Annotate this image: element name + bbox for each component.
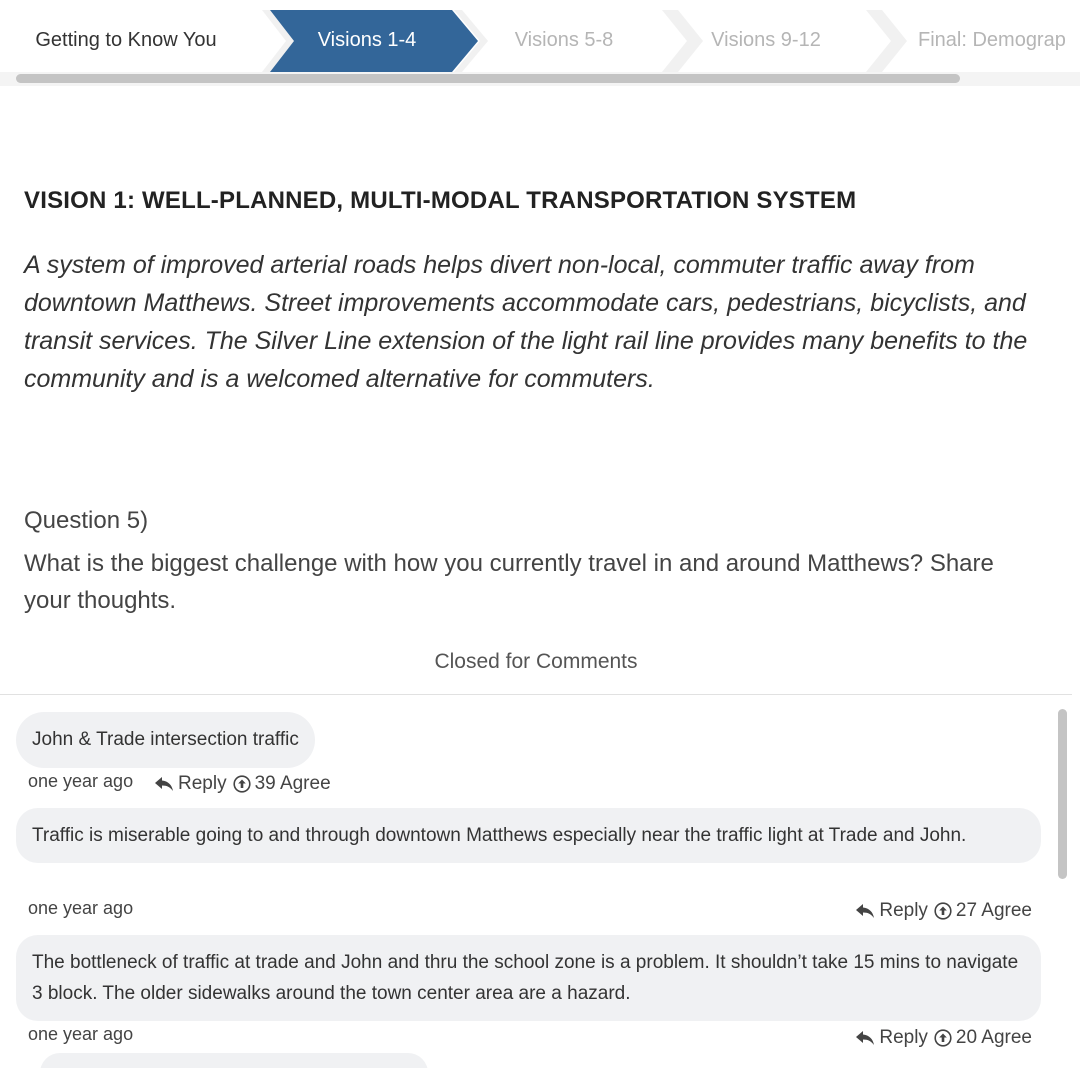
reply-button[interactable]: Reply (855, 1027, 928, 1049)
vertical-scrollbar-thumb[interactable] (1058, 709, 1067, 879)
question-number: Question 5) (24, 507, 149, 534)
comment-timestamp: one year ago (28, 898, 134, 918)
step-separator (866, 10, 907, 72)
agree-button[interactable]: 20 Agree (934, 1027, 1032, 1049)
reply-icon (855, 1030, 875, 1046)
comment-text: The bottleneck of traffic at trade and John and thru the school zone is a problem. It shouldn’t take 15 mins to navigate 3 block. The older sidewalks around the town center area are a hazard. (32, 952, 1019, 1004)
step-visions-1-4[interactable]: Visions 1-4 (317, 29, 417, 51)
question-text: What is the biggest challenge with how you currently travel in and around Matthews? Share your thoughts. (24, 550, 994, 614)
step-final-demographics[interactable]: Final: Demograp (918, 29, 1066, 51)
step-visions-9-12[interactable]: Visions 9-12 (711, 29, 821, 51)
comment-bubble (16, 808, 1041, 863)
comment-actions (855, 1027, 1032, 1049)
horizontal-scrollbar-thumb[interactable] (16, 74, 960, 83)
step-visions-5-8[interactable]: Visions 5-8 (514, 29, 614, 51)
comment-timestamp: one year ago (28, 771, 134, 791)
comment-text: Traffic is miserable going to and through downtown Matthews especially near the traffic light at Trade and John. (32, 825, 967, 846)
vision-title: VISION 1: WELL-PLANNED, MULTI-MODAL TRANSPORTATION SYSTEM (24, 187, 857, 214)
step-getting-to-know-you[interactable]: Getting to Know You (35, 29, 217, 51)
vision-description: A system of improved arterial roads helps divert non-local, commuter traffic away from downtown Matthews. Street improvements accommodate cars, pedestrians, bicyclists, and transit services. The Silver Line extension of the light rail line provides many benefits to the community and is a welcomed alternative for commuters. (24, 251, 1028, 393)
reply-icon (154, 776, 174, 792)
agree-button[interactable]: 39 Agree (233, 773, 331, 795)
comment-actions (855, 900, 1032, 922)
comment-text: John & Trade intersection traffic (32, 729, 299, 750)
closed-for-comments-status: Closed for Comments (434, 650, 638, 673)
comment-actions (154, 773, 331, 795)
reply-button[interactable]: Reply (855, 900, 928, 922)
comment-bubble-partial (40, 1053, 428, 1068)
step-navigation (0, 0, 1080, 86)
reply-button[interactable]: Reply (154, 773, 227, 795)
comment-bubble (16, 935, 1041, 1021)
reply-icon (855, 903, 875, 919)
agree-arrow-icon (934, 1029, 952, 1047)
agree-button[interactable]: 27 Agree (934, 900, 1032, 922)
agree-arrow-icon (934, 902, 952, 920)
comment-list (0, 695, 1080, 1068)
comment-bubble (16, 712, 315, 768)
agree-arrow-icon (233, 775, 251, 793)
comment-timestamp: one year ago (28, 1024, 134, 1044)
